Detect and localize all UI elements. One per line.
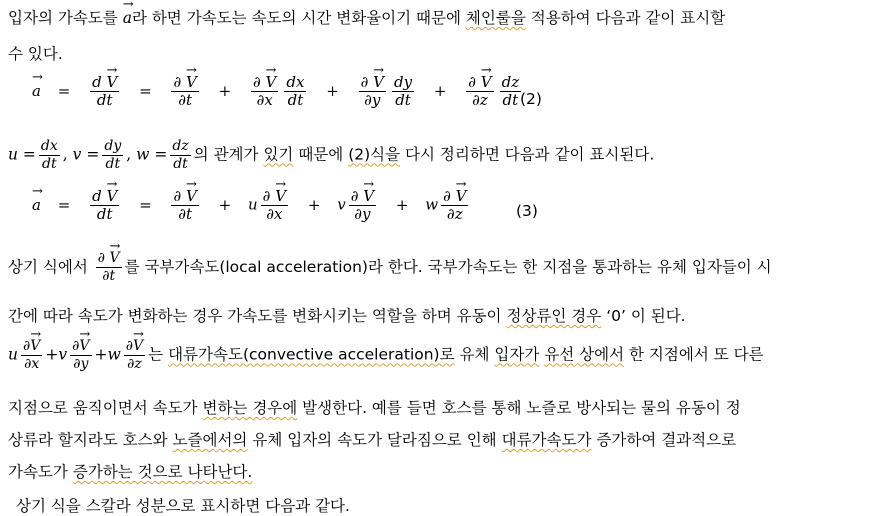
eq3-pV-pz: $\frac{\partial \to V}{\partial z}$ [441,188,468,223]
para2-b: 있기 [263,145,294,164]
para2-d: (2)식을 [348,145,401,164]
para3-t: 가속도가 [8,463,68,481]
eq3-equals-2: = [139,195,152,214]
eq3-dV-dt: $\frac{d \to V}{dt}$ [90,188,119,223]
para3-line2 [8,304,686,326]
para3-n: 발생한다. 예를 들면 호스를 통해 노즐로 방사되는 물의 유동이 정 [302,399,741,417]
para2-line: u = $\frac{dx}{dt}$ , v = $\frac{dy}{dt}$ , w = $\frac{dz}{dt}$ 의 관계가 있기 때문에 (2)식을 다시 정리하면 다음과 같이 표시된다. [8,138,655,172]
para1-c: 체인룰을 [465,9,526,27]
para3-p: 노즐에서의 [172,431,248,449]
accel-vector-a: → a [123,9,132,27]
para4-line [16,494,350,516]
para3-line3: u $\frac{\partial\to V}{\partial x}$ +v $\frac{\partial\to V}{\partial y}$ +w $\frac{\partial\to V}{\partial z}$ 는 대류가속도(convective acceleration)로 유체 입자가 유선 상에서 한 지점에서 또 다른 [8,338,764,373]
eq2-equals: = [57,81,71,100]
eq3-plus-2: + [307,195,321,214]
para3-m: 변하는 경우에 [202,399,298,417]
para3-line4 [8,396,741,418]
eq2-number: (2) [520,90,542,108]
para3-i: 입자가 [494,345,540,364]
para3-u: 증가하는 것으로 나타난다. [72,463,253,481]
para3-f: 는 [148,345,164,364]
eq2-plus-2: + [326,81,339,100]
eq3-pV-px: $\frac{\partial \to V}{\partial x}$ [261,188,288,223]
eq3-plus-3: + [395,195,409,214]
eq2-plus-3: + [433,81,447,100]
eq2-pV-px: $\frac{\partial \to V}{\partial x}$ [251,74,278,109]
para1-line2 [8,42,63,64]
para3-e: ‘0’ 이 된다. [606,307,686,325]
eq2-equals-2: = [139,81,152,100]
eq2-dV-dt: $\frac{d \to V}{dt}$ [90,74,119,109]
para3-line6 [8,460,252,482]
eq2-pV-pz: $\frac{\partial \to V}{\partial z}$ [466,74,493,109]
para1-b: 라 하면 가속도는 속도의 시간 변화율이기 때문에 [131,9,461,27]
para3-l: 지점으로 움직이면서 속도가 [8,399,198,417]
eq3-lhs: → a [32,196,41,214]
para4-text: 상기 식을 스칼라 성분으로 표시하면 다음과 같다. [16,497,350,515]
local-accel-term: $\frac{\partial \to V}{\partial t}$ [96,250,122,285]
para1-e: 수 있다. [8,45,63,63]
para3-d: 정상류인 경우 [506,307,602,325]
para2-a: 의 관계가 [193,145,259,164]
para3-line5 [8,428,736,450]
para1-d: 적용하여 다음과 같이 표시할 [530,9,726,27]
para3-a: 상기 식에서 [8,258,88,276]
para3-c: 간에 따라 속도가 변화하는 경우 가속도를 변화시키는 역할을 하며 유동이 [8,307,502,325]
eq3-plus-1: + [218,195,232,214]
eq2-plus-1: + [218,81,232,100]
eq3-number: (3) [516,202,538,220]
eq2-dx-dt: $\frac{dx}{dt}$ [286,73,305,109]
eq2-dy-dt: $\frac{dy}{dt}$ [393,73,413,109]
para3-s: 증가하여 결과적으로 [596,431,737,449]
para3-g: 대류가속도(convective acceleration)로 [168,345,455,364]
para3-b: 를 국부가속도(local acceleration)라 한다. 국부가속도는 한 지점을 통과하는 유체 입자들이 시 [124,258,772,276]
para3-h: 유체 [459,345,490,364]
para1-a: 입자의 가속도를 [8,9,118,27]
para2-e: 다시 정리하면 다음과 같이 표시된다. [405,145,655,164]
para2-c: 때문에 [298,145,344,164]
para3-o: 상류라 할지라도 호스와 [8,431,168,449]
para3-j: 유선 상에서 [544,345,625,364]
eq2-pV-pt: $\frac{\partial \to V}{\partial t}$ [171,74,198,109]
eq2-pV-py: $\frac{\partial \to V}{\partial y}$ [359,74,386,109]
para3-q: 유체 입자의 속도가 달라짐으로 인해 [252,431,497,449]
para3-line1 [8,250,772,285]
para1-line1 [8,6,725,28]
eq3-equals: = [57,195,71,214]
eq3-pV-pt: $\frac{\partial \to V}{\partial t}$ [171,188,198,223]
equation-2 [32,74,524,109]
eq2-lhs: → a [32,82,41,100]
eq2-dz-dt: $\frac{dz}{dt}$ [501,73,520,109]
equation-3: → a = $\frac{d \to V}{dt}$ = $\frac{\partial \to V}{\partial t}$ + u $\frac{\partial \to V}{\partial x}$ + v $\frac{\partial \to V}{\partial y}$ + w $\frac{\partial \to V}{\partial z}$ [32,188,471,223]
para3-r: 대류가속도가 [501,431,592,449]
para3-k: 한 지점에서 또 다른 [629,345,764,364]
eq3-pV-py: $\frac{\partial \to V}{\partial y}$ [349,188,376,223]
